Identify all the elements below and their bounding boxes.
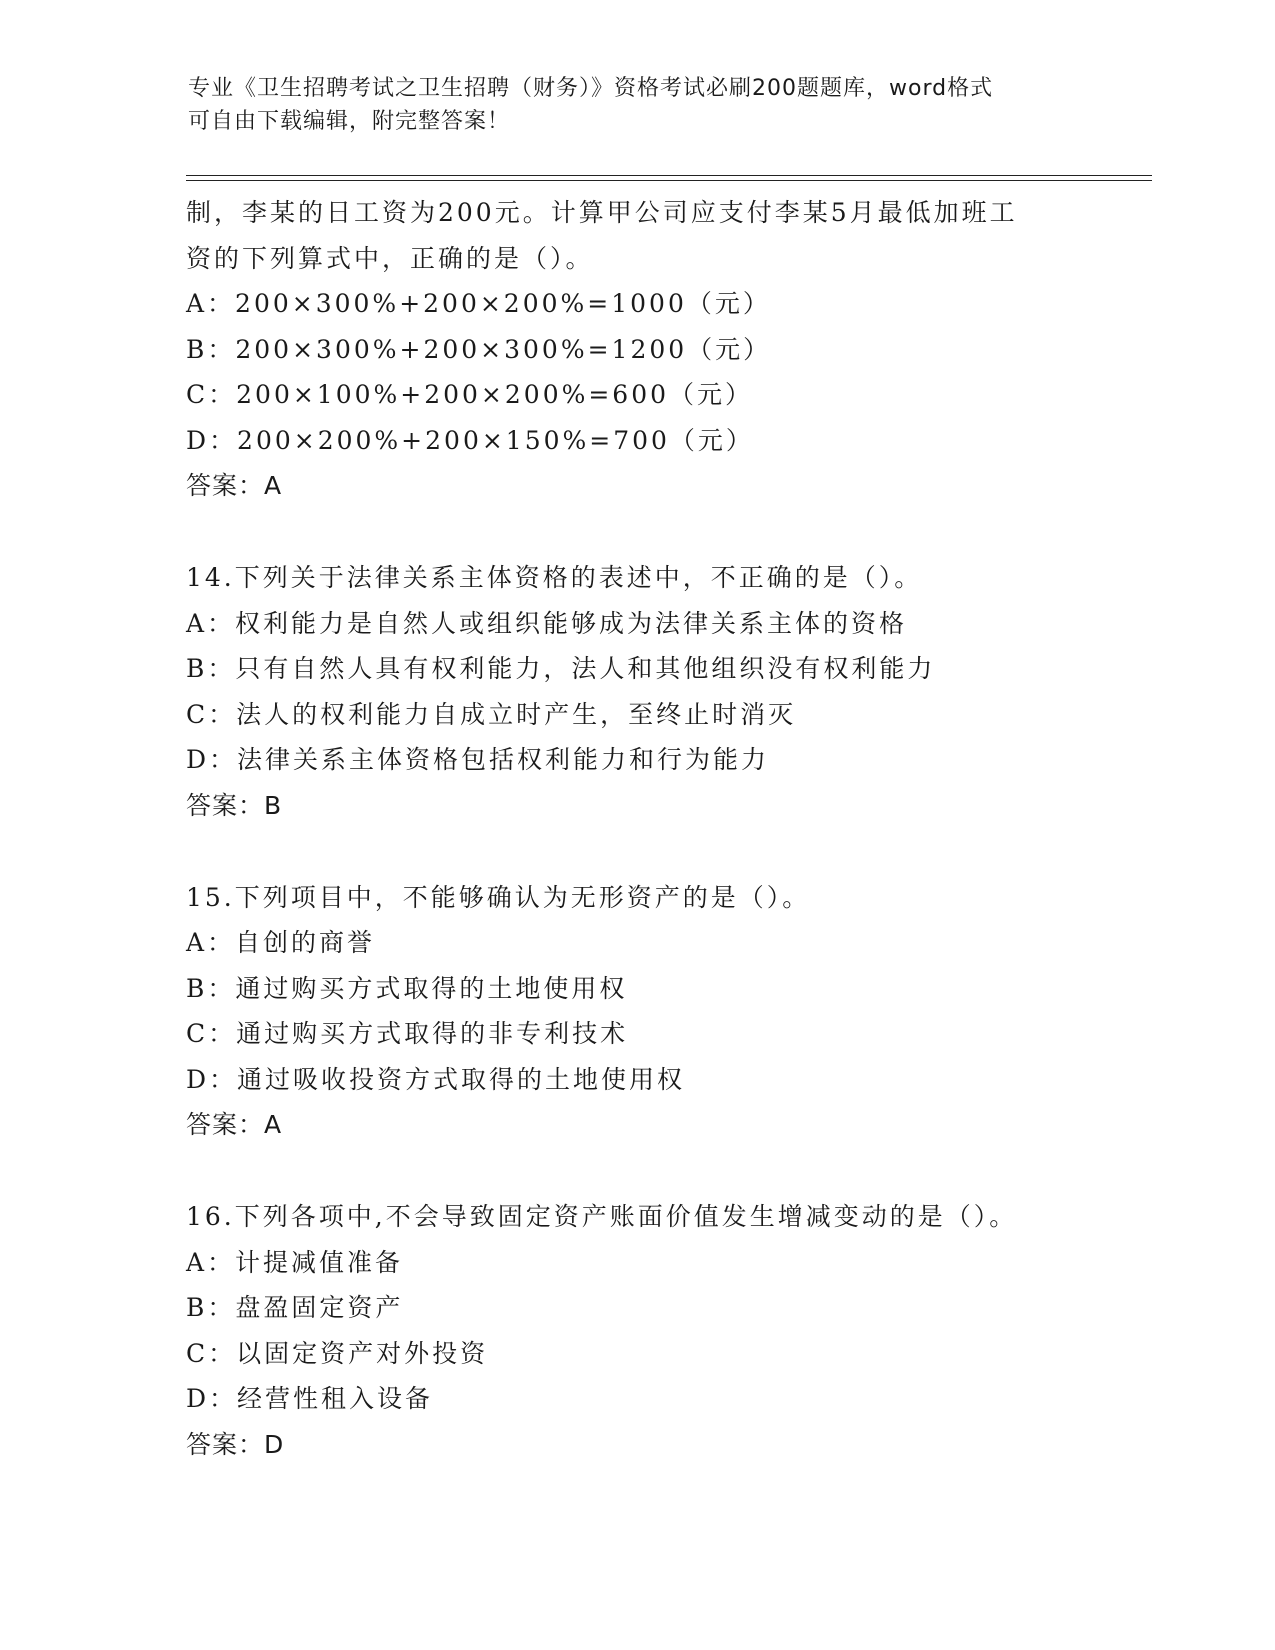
document-header	[188, 72, 1088, 138]
option-c: C：以固定资产对外投资	[186, 1338, 489, 1368]
header-line-1: 专业《卫生招聘考试之卫生招聘（财务）》资格考试必刷200题题库，word格式	[188, 76, 994, 101]
option-b: B：只有自然人具有权利能力，法人和其他组织没有权利能力	[186, 654, 936, 683]
option-c: C：200×100%+200×200%=600（元）	[186, 380, 754, 409]
option-b: B：盘盈固定资产	[186, 1293, 404, 1322]
option-a: A：200×300%+200×200%=1000（元）	[186, 289, 771, 318]
header-rule-top	[186, 175, 1152, 176]
question-stem: 16.下列各项中,不会导致固定资产账面价值发生增减变动的是（）。	[186, 1202, 1018, 1231]
option-b: B：通过购买方式取得的土地使用权	[186, 973, 628, 1003]
question-stem-line: 资的下列算式中，正确的是（）。	[186, 243, 594, 273]
answer: 答案：B	[186, 790, 283, 820]
answer: 答案：D	[186, 1429, 285, 1459]
option-d: D：200×200%+200×150%=700（元）	[186, 425, 754, 455]
option-c: C：通过购买方式取得的非专利技术	[186, 1019, 629, 1048]
question-list	[186, 190, 1136, 1467]
answer: 答案：A	[186, 471, 283, 500]
header-line-2: 可自由下载编辑，附完整答案！	[188, 109, 511, 134]
option-b: B：200×300%+200×300%=1200（元）	[186, 334, 772, 364]
question-13-continued	[186, 190, 1136, 508]
option-c: C：法人的权利能力自成立时产生，至终止时消灭	[186, 699, 797, 729]
option-a: A：权利能力是自然人或组织能够成为法律关系主体的资格	[186, 608, 908, 638]
header-rule-bottom	[186, 180, 1152, 181]
question-14	[186, 555, 1136, 828]
option-d: D：法律关系主体资格包括权利能力和行为能力	[186, 745, 770, 774]
question-15	[186, 875, 1136, 1148]
option-d: D：经营性租入设备	[186, 1384, 434, 1413]
question-stem-line: 制，李某的日工资为200元。计算甲公司应支付李某5月最低加班工	[186, 198, 1018, 227]
option-a: A：计提减值准备	[186, 1247, 404, 1277]
question-stem: 15.下列项目中，不能够确认为无形资产的是（）。	[186, 882, 811, 912]
question-16	[186, 1194, 1136, 1467]
answer: 答案：A	[186, 1110, 283, 1139]
option-a: A：自创的商誉	[186, 928, 376, 957]
question-stem: 14.下列关于法律关系主体资格的表述中，不正确的是（）。	[186, 563, 923, 592]
option-d: D：通过吸收投资方式取得的土地使用权	[186, 1064, 686, 1094]
